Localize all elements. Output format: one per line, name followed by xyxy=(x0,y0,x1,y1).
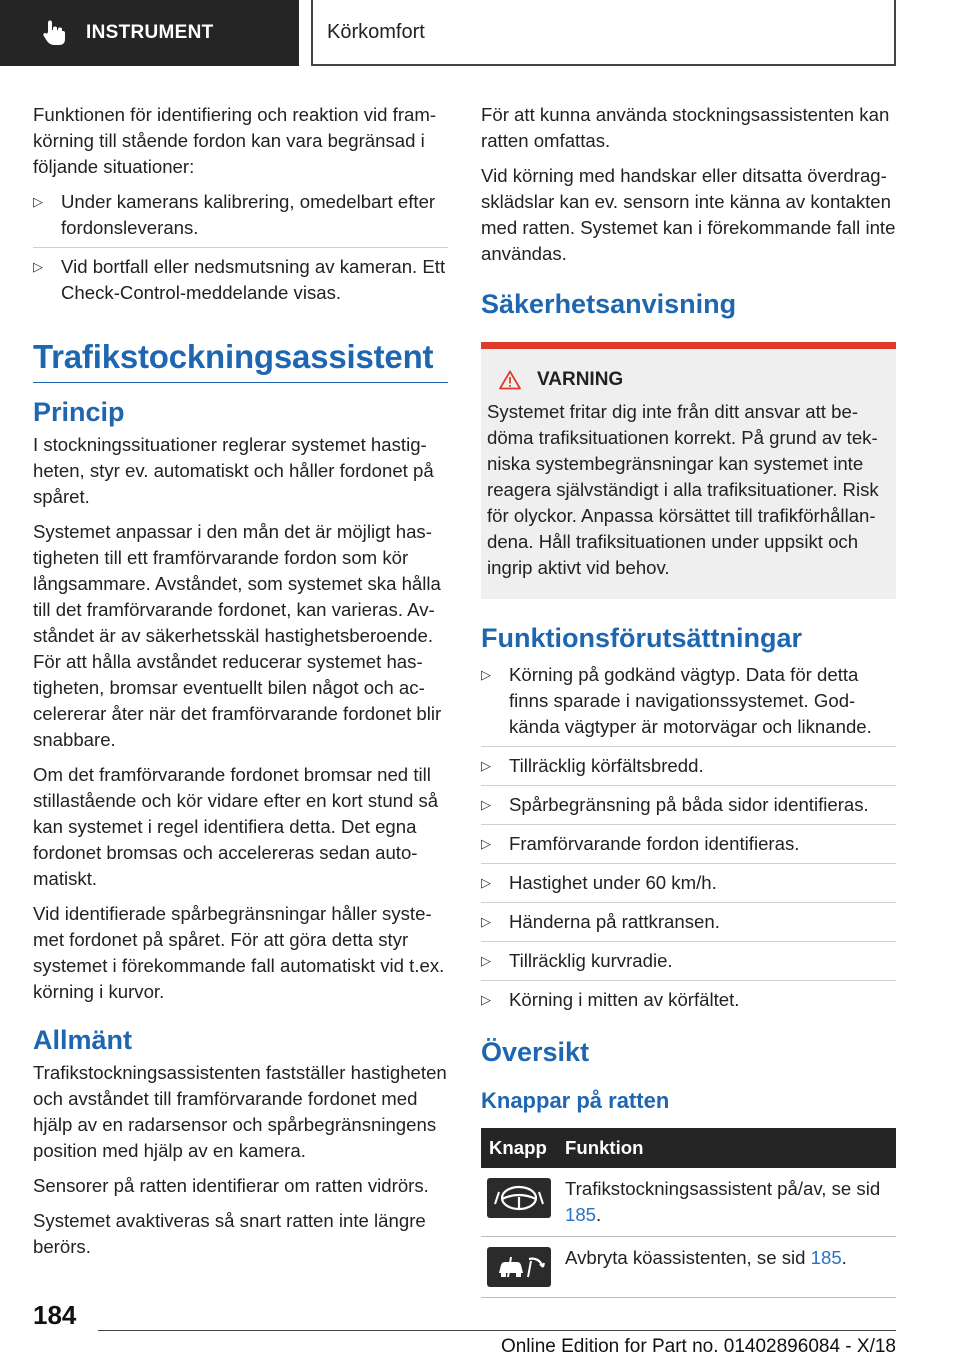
page-number: 184 xyxy=(33,1300,77,1330)
list-item: ▷ Vid bortfall eller nedsmutsning av kameran. Ett Check-Control-meddelande visas. xyxy=(33,256,446,303)
page-header xyxy=(0,0,960,66)
warning-text: Systemet fritar dig inte från ditt ansvar att bedöma trafiksituationen korrekt. På grund av tekniska systembegränsningar kan systemet inte reagera självständigt i alla trafiksituationer. Risk för olyckor. Anpassa körsättet till trafikförhållandena. Håll trafiksituationen under uppsikt och ingrip aktivt vid behov. xyxy=(487,401,879,578)
left-column xyxy=(33,102,448,1269)
triangle-bullet-icon: ▷ xyxy=(481,914,491,929)
section-tab xyxy=(0,0,299,66)
triangle-bullet-icon: ▷ xyxy=(481,758,491,773)
triangle-bullet-icon: ▷ xyxy=(481,953,491,968)
safety-heading: Säkerhetsanvisning xyxy=(481,289,737,319)
list-item: ▷ Under kamerans kalibrering, omedelbart efter fordonsleverans. xyxy=(33,189,448,248)
paragraph: Vid identifierade spårbegränsningar håller systemet fordonet på spåret. För att göra detta styr systemet i förekommande fall automatiskt vid t.ex. körning i kurvor. xyxy=(33,903,445,1002)
list-item: ▷ Tillräcklig körfältsbredd. xyxy=(481,753,896,786)
page-link[interactable]: 185 xyxy=(565,1204,597,1225)
warning-triangle-icon xyxy=(499,370,521,390)
triangle-bullet-icon: ▷ xyxy=(481,797,491,812)
buttons-table xyxy=(481,1128,896,1298)
list-item: ▷ Körning på godkänd vägtyp. Data för detta finns sparade i navigationssystemet. Godkända vägtyper är motorvägar och liknande. xyxy=(481,662,896,747)
list-item: ▷ Körning i mitten av körfältet. xyxy=(481,987,896,1013)
table-row xyxy=(481,1168,896,1237)
hand-pointer-icon xyxy=(42,19,68,47)
triangle-bullet-icon: ▷ xyxy=(481,992,491,1007)
edition-text: Online Edition for Part no. 01402896084 - X/18 xyxy=(500,1336,896,1357)
function-cell: Trafikstockningsassistent på/av, se sid 185. xyxy=(557,1168,896,1237)
paragraph: Om det framförvarande fordonet bromsar ned till stillastående och kör vidare efter en kort stund så kan systemet i regel identifiera detta. Det egna fordonet bromsas och accelereras sedan automatiskt. xyxy=(33,764,439,889)
paragraph: Systemet anpassar i den mån det är möjligt hastigheten till ett framförvarande fordon som kör långsammare. Avståndet, som systemet ska hålla till det framförvarande fordonet, kan varieras. Avståndet är av säkerhetsskäl hastighetsberoende. För att hålla avståndet reducerar systemet hastigheten, bromsar eventuellt bilen något och accelererar åter när det framförvarande fordonet blir snabbare. xyxy=(33,521,442,750)
col-header-button: Knapp xyxy=(481,1128,557,1168)
prereq-heading: Funktionsförutsättningar xyxy=(481,623,802,653)
page-link[interactable]: 185 xyxy=(810,1247,842,1268)
paragraph: Systemet avaktiveras så snart ratten inte längre berörs. xyxy=(33,1210,426,1257)
warning-header xyxy=(487,369,890,391)
buttons-heading: Knappar på ratten xyxy=(481,1088,670,1113)
warning-box xyxy=(481,342,896,599)
allmant-heading: Allmänt xyxy=(33,1025,133,1055)
list-item: ▷ Spårbegränsning på båda sidor identifieras. xyxy=(481,792,896,825)
section-label: INSTRUMENT xyxy=(86,22,214,43)
queue-assist-cancel-icon xyxy=(487,1247,551,1287)
function-cell: Avbryta köassistenten, se sid 185. xyxy=(557,1237,896,1298)
intro-paragraph: Funktionen för identifiering och reaktion vid framkörning till stående fordon kan vara begränsad i följande situationer: xyxy=(33,104,437,177)
list-item: ▷ Händerna på rattkransen. xyxy=(481,909,896,942)
main-heading: Trafikstockningsassistent xyxy=(33,312,448,383)
prereq-list xyxy=(481,662,896,1013)
triangle-bullet-icon: ▷ xyxy=(481,875,491,890)
chapter-title: Körkomfort xyxy=(327,20,425,43)
paragraph: Sensorer på ratten identifierar om ratten vidrörs. xyxy=(33,1175,429,1196)
overview-heading: Översikt xyxy=(481,1037,590,1067)
paragraph: Trafikstockningsassistenten fastställer hastigheten och avståndet till framförvarande fordonet med hjälp av en radarsensor och spårbegränsningens position med hjälp av en kamera. xyxy=(33,1062,447,1161)
limitations-list xyxy=(33,189,448,306)
table-row xyxy=(481,1237,896,1298)
list-item: ▷ Tillräcklig kurvradie. xyxy=(481,948,896,981)
paragraph: I stockningssituationer reglerar systemet hastigheten, styr ev. automatiskt och håller fordonet på spåret. xyxy=(33,434,434,507)
triangle-bullet-icon: ▷ xyxy=(481,836,491,851)
footer-divider xyxy=(98,1330,896,1331)
paragraph: Vid körning med handskar eller ditsatta överdragsklädslar kan ev. sensorn inte känna av kontakten med ratten. Systemet kan i förekommande fall inte användas. xyxy=(481,165,896,264)
list-item: ▷ Hastighet under 60 km/h. xyxy=(481,870,896,903)
col-header-function: Funktion xyxy=(557,1128,896,1168)
triangle-bullet-icon: ▷ xyxy=(33,259,43,274)
table-header-row xyxy=(481,1128,896,1168)
right-column xyxy=(481,102,896,1298)
chapter-title-box xyxy=(311,0,896,66)
triangle-bullet-icon: ▷ xyxy=(481,667,491,682)
princip-heading: Princip xyxy=(33,397,125,427)
list-item: ▷ Framförvarande fordon identifieras. xyxy=(481,831,896,864)
warning-title: VARNING xyxy=(537,369,624,390)
paragraph: För att kunna använda stockningsassistenten kan ratten omfattas. xyxy=(481,104,890,151)
triangle-bullet-icon: ▷ xyxy=(33,194,43,209)
steering-assist-icon xyxy=(487,1178,551,1218)
